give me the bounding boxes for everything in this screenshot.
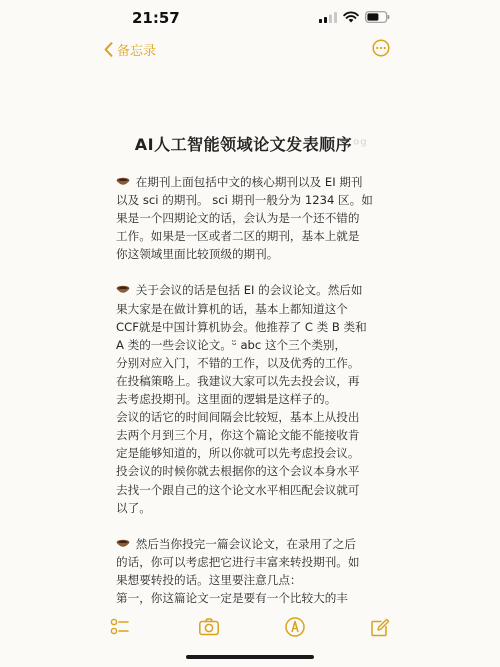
paragraph-line: [116, 173, 386, 191]
bottom-toolbar: [0, 610, 500, 646]
paragraph-line: 定是能够知道的，所以你就可以先考虑投会议。: [116, 446, 360, 461]
note-paragraph-1: [116, 173, 386, 263]
paragraph-line: 果是一个四期论文的话，会认为是一个还不错的: [116, 211, 360, 226]
bowl-icon: [116, 539, 130, 549]
note-title-suffix: ᵒᵍ: [353, 135, 368, 154]
paragraph-line: A 类的一些会议论文。ᵕ̈ abc 这个三个类别，: [116, 337, 347, 352]
home-indicator: [186, 655, 314, 659]
paragraph-line: CCF就是中国计算机协会。他推荐了 C 类 B 类和: [116, 319, 367, 334]
paragraph-line: [116, 535, 386, 553]
nav-bar: [0, 36, 500, 64]
bowl-icon: [116, 177, 130, 187]
status-icons: [319, 11, 390, 23]
paragraph-line: 果大家是在做计算机的话，基本上都知道这个: [116, 301, 348, 316]
battery-icon: [365, 11, 390, 23]
paragraph-line: 投会议的时候你就去根据你的这个会议本身水平: [116, 464, 360, 479]
checklist-icon[interactable]: [109, 616, 131, 638]
paragraph-line-text: 关于会议的话是包括 EI 的会议论文。然后如: [135, 283, 363, 298]
paragraph-line: 以及 sci 的期刊。 sci 期刊一般分为 1234 区。如: [116, 193, 373, 208]
note-title: [116, 132, 386, 155]
paragraph-line: 第一，你这篇论文一定是要有一个比较大的丰: [116, 590, 348, 605]
wifi-icon: [343, 11, 359, 23]
paragraph-line: 分别对应入门，不错的工作，以及优秀的工作。: [116, 355, 360, 370]
paragraph-line-text: 然后当你投完一篇会议论文，在录用了之后: [135, 536, 356, 551]
paragraph-line: 工作。如果是一区或者二区的期刊，基本上就是: [116, 229, 360, 244]
note-paragraph-2: [116, 281, 386, 516]
paragraph-spacer: [116, 263, 386, 281]
back-button[interactable]: [104, 40, 156, 59]
paragraph-line: 去考虑投期刊。这里面的逻辑是这样子的。: [116, 392, 337, 407]
ellipsis-circle-icon[interactable]: [372, 39, 390, 57]
bowl-icon: [116, 285, 130, 295]
note-title-text: AI人工智能领域论文发表顺序: [134, 135, 353, 154]
paragraph-line: 在投稿策略上。我建议大家可以先去投会议，再: [116, 373, 360, 388]
markup-pen-icon[interactable]: [284, 616, 306, 638]
paragraph-spacer: [116, 517, 386, 535]
chevron-left-icon: [104, 42, 113, 57]
paragraph-line: [116, 281, 386, 299]
paragraph-line: 会议的话它的时间间隔会比较短，基本上从投出: [116, 410, 360, 425]
back-button-label: 备忘录: [117, 44, 157, 59]
paragraph-line: 你这领域里面比较顶级的期刊。: [116, 247, 279, 262]
status-time: 21:57: [132, 9, 180, 27]
paragraph-line: 去找一个跟自己的这个论文水平相匹配会议就可: [116, 482, 360, 497]
paragraph-line: 果想要转投的话。这里要注意几点：: [116, 572, 302, 587]
paragraph-line: 的话，你可以考虑把它进行丰富来转投期刊。如: [116, 554, 360, 569]
paragraph-line-text: 在期刊上面包括中文的核心期刊以及 EI 期刊: [135, 175, 363, 189]
cellular-signal-icon: [319, 12, 337, 23]
camera-icon[interactable]: [198, 616, 220, 638]
compose-icon[interactable]: [369, 616, 391, 638]
paragraph-line: 以了。: [116, 500, 151, 515]
paragraph-line: 去两个月到三个月，你这个篇论文能不能接收肯: [116, 428, 360, 443]
note-body[interactable]: [116, 132, 386, 625]
status-bar: [0, 0, 500, 36]
